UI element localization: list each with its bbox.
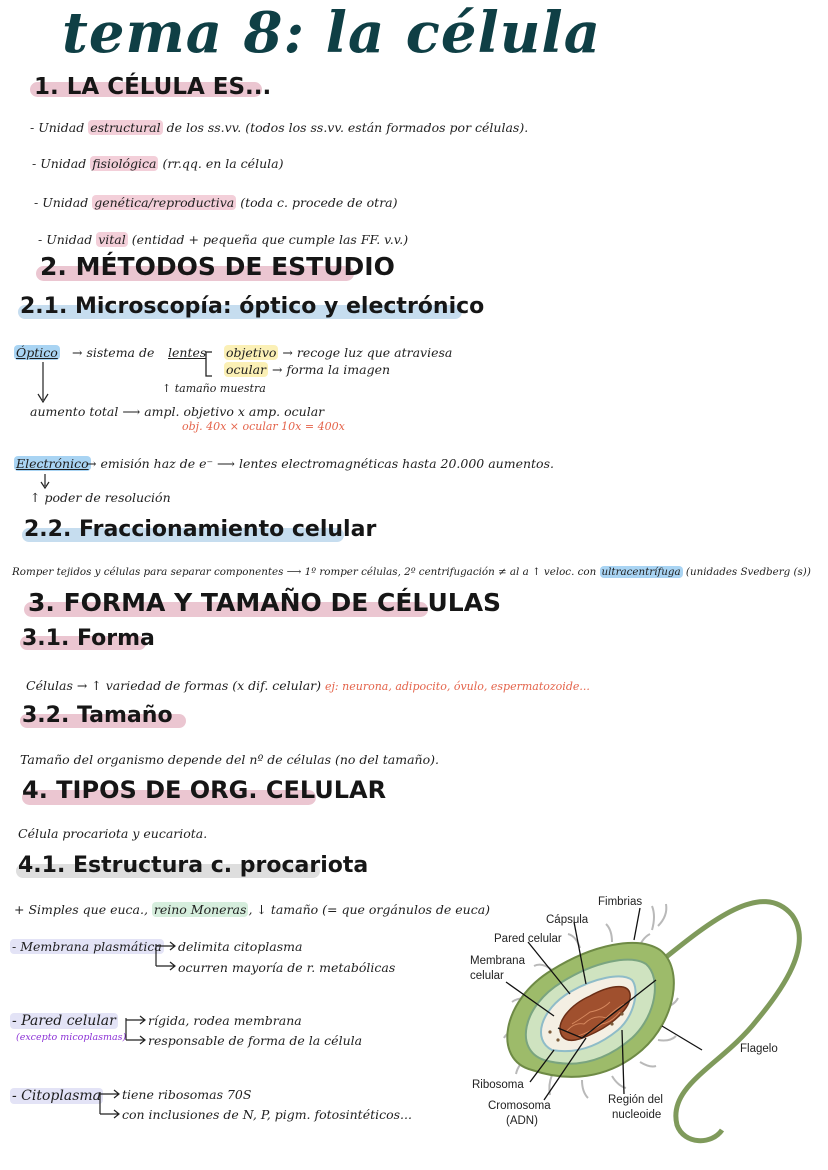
label-region: Región del (608, 1094, 663, 1106)
optico-arrow: → sistema de (72, 345, 155, 360)
aumento-total: aumento total ⟶ ampl. objetivo x amp. ocular (30, 404, 325, 419)
label-pared: Pared celular (494, 933, 562, 945)
objetivo-item: objetivo → recoge luz que atraviesa (226, 345, 453, 360)
label-region-2: nucleoide (612, 1109, 662, 1121)
ocular-item: ocular → forma la imagen (226, 362, 391, 377)
heading-2: 2. MÉTODOS DE ESTUDIO (40, 252, 395, 281)
electronico-desc: → emisión haz de e⁻ ⟶ lentes electromagnéticas hasta 20.000 aumentos. (86, 456, 554, 471)
list-item: - Unidad genética/reproductiva (toda c. procede de otra) (34, 195, 398, 210)
pared-d2: responsable de forma de la célula (148, 1033, 363, 1048)
membrana-d2: ocurren mayoría de r. metabólicas (178, 960, 396, 975)
pared-label: - Pared celular (12, 1013, 116, 1029)
membrana-label: - Membrana plasmática (12, 939, 162, 954)
pared-d1: rígida, rodea membrana (148, 1013, 302, 1028)
flagellum-icon (660, 902, 799, 1141)
down-arrow-icon (36, 472, 56, 492)
bracket-arrow-icon (150, 940, 178, 976)
label-fimbrias: Fimbrias (598, 896, 643, 908)
label-flagelo: Flagelo (740, 1043, 778, 1055)
heading-3-2: 3.2. Tamaño (22, 703, 173, 728)
aumento-calc: obj. 40x × ocular 10x = 400x (182, 420, 345, 433)
procariota-intro: + Simples que euca., reino Moneras , ↓ tamaño (= que orgánulos de euca) (14, 902, 491, 917)
electronico-label: Electrónico (16, 456, 89, 471)
tipos-text: Célula procariota y eucariota. (18, 826, 208, 841)
citoplasma-d1: tiene ribosomas 70S (122, 1087, 252, 1102)
page-title: tema 8: la célula (62, 0, 601, 66)
citoplasma-label: - Citoplasma (12, 1088, 102, 1104)
label-membrana-2: celular (470, 970, 504, 982)
optico-label: Óptico (16, 345, 58, 360)
poder-resolucion: ↑ poder de resolución (30, 490, 171, 505)
label-capsula: Cápsula (546, 914, 589, 926)
heading-3: 3. FORMA Y TAMAÑO DE CÉLULAS (28, 588, 502, 617)
label-cromosoma: Cromosoma (488, 1100, 551, 1112)
fraccionamiento-text: Romper tejidos y células para separar componentes ⟶ 1º romper células, 2º centrifugación ≠ al a ↑ veloc. con ultracentrífuga (unidades Svedberg (s)) (12, 566, 811, 578)
list-item: - Unidad vital (entidad + pequeña que cumple las FF. v.v.) (38, 232, 409, 247)
bracket-arrow-icon (94, 1088, 122, 1124)
membrana-d1: delimita citoplasma (178, 939, 303, 954)
list-item: - Unidad estructural de los ss.vv. (todos los ss.vv. están formados por células). (30, 120, 529, 135)
heading-4: 4. TIPOS DE ORG. CELULAR (22, 776, 387, 804)
tamano-text: Tamaño del organismo depende del nº de células (no del tamaño). (20, 752, 439, 767)
label-membrana: Membrana (470, 955, 525, 967)
label-ribosoma: Ribosoma (472, 1079, 524, 1091)
bracket-arrow-icon (120, 1014, 148, 1050)
citoplasma-d2: con inclusiones de N, P, pigm. fotosintéticos... (122, 1107, 412, 1122)
heading-2-2: 2.2. Fraccionamiento celular (24, 517, 377, 542)
forma-text: Células → ↑ variedad de formas (x dif. celular) ej: neurona, adipocito, óvulo, espermatozoide... (26, 678, 590, 693)
heading-3-1: 3.1. Forma (22, 626, 155, 651)
lentes-label: lentes (168, 345, 207, 360)
down-arrow-icon (34, 360, 54, 410)
label-cromosoma-2: (ADN) (506, 1115, 538, 1127)
heading-2-1: 2.1. Microscopía: óptico y electrónico (20, 294, 485, 319)
pared-note: (excepto micoplasmas) (16, 1032, 127, 1043)
tamano-note: ↑ tamaño muestra (162, 382, 266, 395)
prokaryote-diagram (462, 890, 824, 1152)
heading-4-1: 4.1. Estructura c. procariota (18, 853, 369, 878)
heading-1: 1. LA CÉLULA ES... (34, 74, 272, 100)
list-item: - Unidad fisiológica (rr.qq. en la célula) (32, 156, 284, 171)
